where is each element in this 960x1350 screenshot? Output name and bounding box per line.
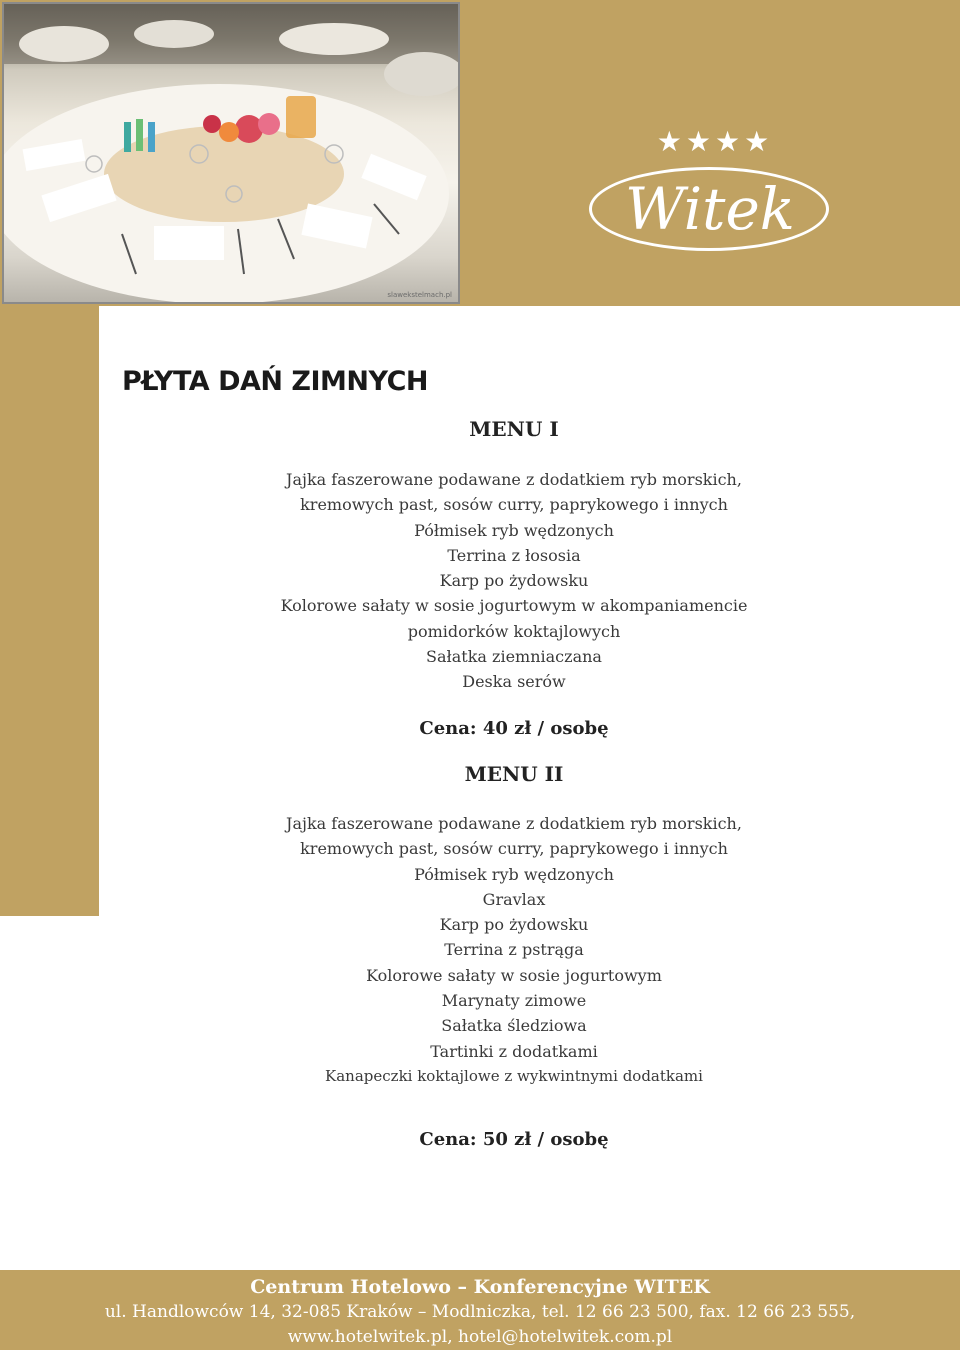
menu-1-price: Cena: 40 zł / osobę: [419, 717, 609, 739]
photo-credit: slawekstelmach.pl: [387, 291, 452, 299]
menu-1-heading: MENU I: [469, 417, 559, 441]
menu-2-item: kremowych past, sosów curry, paprykowego i innych: [300, 839, 728, 859]
menu-2-item: Terrina z pstrąga: [444, 940, 584, 960]
logo-wordmark: Witek: [625, 175, 795, 243]
menu-1-item: Deska serów: [462, 672, 566, 692]
menu-2-item: Półmisek ryb wędzonych: [414, 864, 614, 884]
banquet-table-photo: [2, 2, 460, 304]
menu-2-item: Kanapeczki koktajlowe z wykwintnymi dodatkami: [325, 1066, 703, 1085]
footer-company: Centrum Hotelowo – Konferencyjne WITEK: [250, 1276, 710, 1298]
side-accent-bar: [0, 306, 99, 916]
footer: [0, 1270, 960, 1350]
menu-2-item: Sałatka śledziowa: [441, 1016, 587, 1036]
menu-1-item: Karp po żydowsku: [439, 571, 589, 591]
page-title: PŁYTA DAŃ ZIMNYCH: [122, 366, 428, 397]
hotel-logo: [585, 125, 835, 265]
menu-2: [234, 759, 794, 1089]
menu-1-item: kremowych past, sosów curry, paprykowego i innych: [300, 495, 728, 515]
footer-address: ul. Handlowców 14, 32-085 Kraków – Modlniczka, tel. 12 66 23 500, fax. 12 66 23 555,: [104, 1302, 856, 1322]
menu-2-item: Gravlax: [482, 889, 546, 909]
menu-1-item: Półmisek ryb wędzonych: [414, 520, 614, 540]
menu-1-item: Kolorowe sałaty w sosie jogurtowym w akompaniamencie: [280, 596, 748, 616]
menu-1-item: Terrina z łososia: [447, 545, 581, 565]
menu-1-item: Jajka faszerowane podawane z dodatkiem ryb morskich,: [286, 470, 742, 489]
menu-2-item: Tartinki z dodatkami: [430, 1041, 598, 1061]
menu-2-item: Karp po żydowsku: [439, 915, 589, 935]
menu-2-item: Jajka faszerowane podawane z dodatkiem ryb morskich,: [286, 814, 742, 833]
menu-2-price-block: [234, 1126, 794, 1154]
rating-stars: ★★★★: [656, 125, 774, 158]
photo-illustration: [4, 4, 458, 302]
menu-2-item: Kolorowe sałaty w sosie jogurtowym: [366, 965, 662, 985]
menu-2-heading: MENU II: [464, 762, 564, 786]
menu-1-item: pomidorków koktajlowych: [407, 621, 621, 641]
menu-1: [234, 414, 794, 743]
menu-1-item: Sałatka ziemniaczana: [426, 647, 602, 667]
menu-2-item: Marynaty zimowe: [441, 991, 587, 1011]
menu-2-price: Cena: 50 zł / osobę: [419, 1129, 609, 1150]
footer-contact[interactable]: www.hotelwitek.pl, hotel@hotelwitek.com.pl: [287, 1327, 673, 1347]
